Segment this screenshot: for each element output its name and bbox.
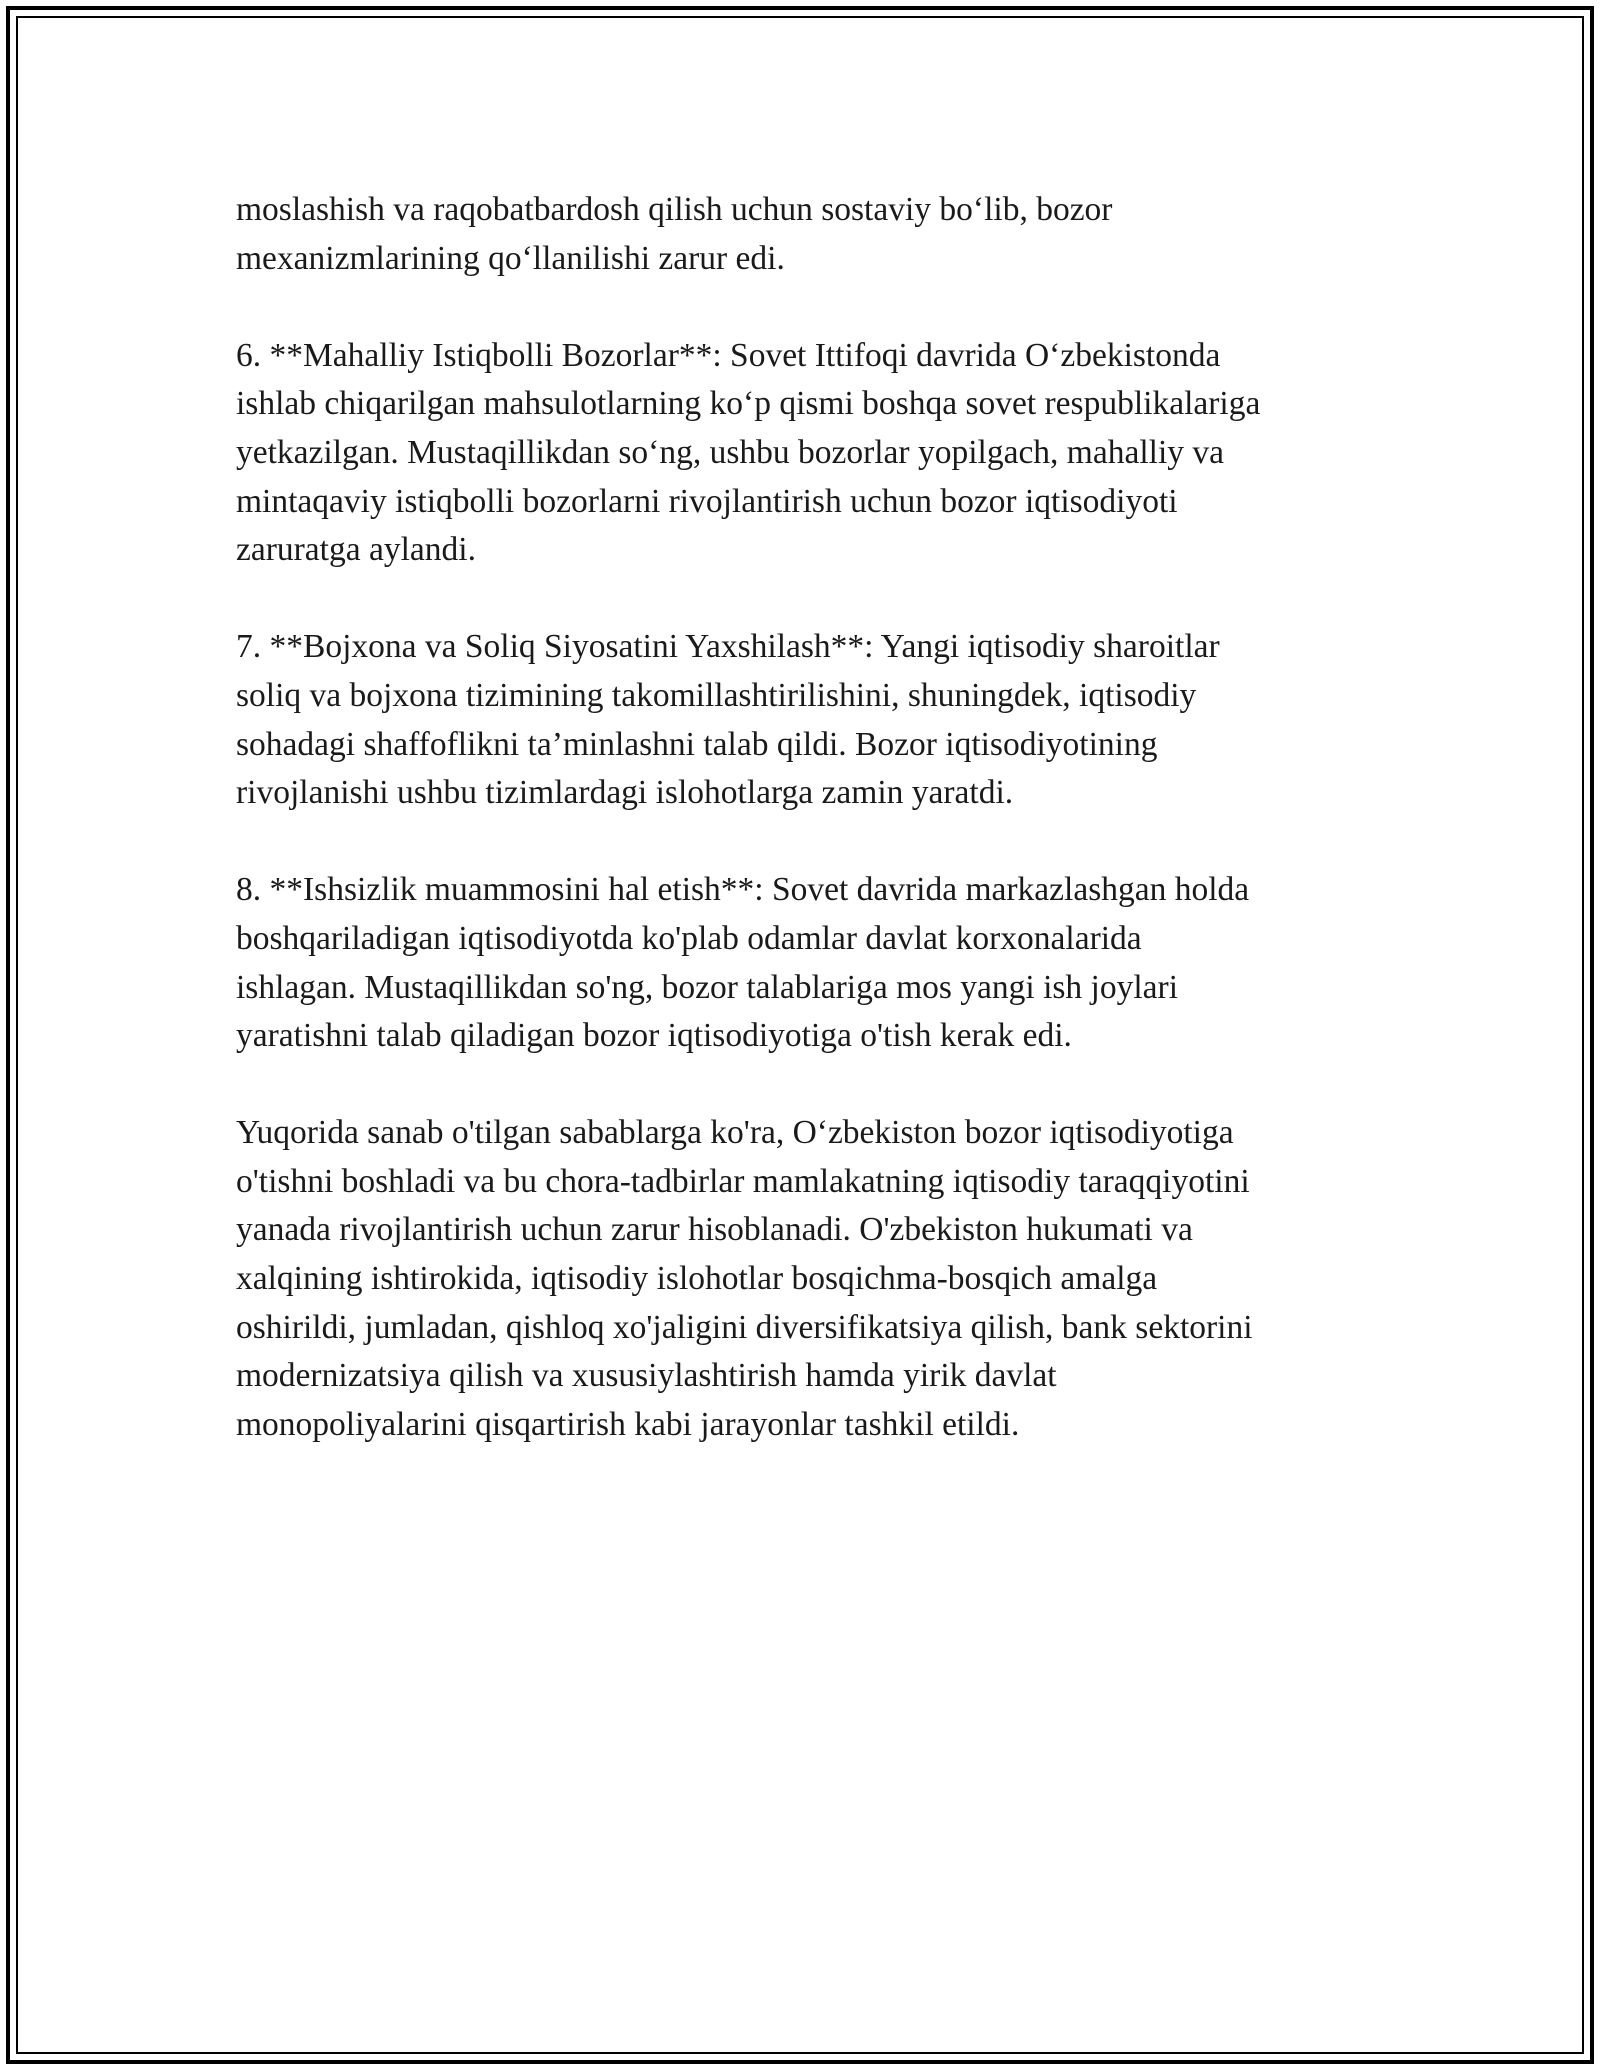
paragraph-continuation: moslashish va raqobatbardosh qilish uchun sostaviy bo‘lib, bozor mexanizmlarining qo‘llanilishi zarur edi.	[236, 191, 1113, 277]
paragraph-item-7: 7. **Bojxona va Soliq Siyosatini Yaxshilash**: Yangi iqtisodiy sharoitlar soliq va bojxona tizimining takomillashtirilishini, shuningdek, iqtisodiy sohadagi shaffoflikni ta’minlashni talab qildi. Bozor iqtisodiyotining rivojlanishi ushbu tizimlardagi islohotlarga zamin yaratdi.	[236, 628, 1220, 812]
document-body	[236, 186, 1376, 1449]
paragraph-item-8: 8. **Ishsizlik muammosini hal etish**: Sovet davrida markazlashgan holda boshqariladigan iqtisodiyotda ko'plab odamlar davlat korxonalarida ishlagan. Mustaqillikdan so'ng, bozor talablariga mos yangi ish joylari yaratishni talab qiladigan bozor iqtisodiyotiga o'tish kerak edi.	[236, 871, 1250, 1055]
paragraph-item-6: 6. **Mahalliy Istiqbolli Bozorlar**: Sovet Ittifoqi davrida O‘zbekistonda ishlab chiqarilgan mahsulotlarning ko‘p qismi boshqa sovet respublikalariga yetkazilgan. Mustaqillikdan so‘ng, ushbu bozorlar yopilgach, mahalliy va mintaqaviy istiqbolli bozorlarni rivojlantirish uchun bozor iqtisodiyoti zaruratga aylandi.	[236, 336, 1261, 569]
paragraph-conclusion: Yuqorida sanab o'tilgan sabablarga ko'ra, O‘zbekiston bozor iqtisodiyotiga o'tishni boshladi va bu chora-tadbirlar mamlakatning iqtisodiy taraqqiyotini yanada rivojlantirish uchun zarur hisoblanadi. O'zbekiston hukumati va xalqining ishtirokida, iqtisodiy islohotlar bosqichma-bosqich amalga oshirildi, jumladan, qishloq xo'jaligini diversifikatsiya qilish, bank sektorini modernizatsiya qilish va xususiylashtirish hamda yirik davlat monopoliyalarini qisqartirish kabi jarayonlar tashkil etildi.	[236, 1114, 1253, 1443]
